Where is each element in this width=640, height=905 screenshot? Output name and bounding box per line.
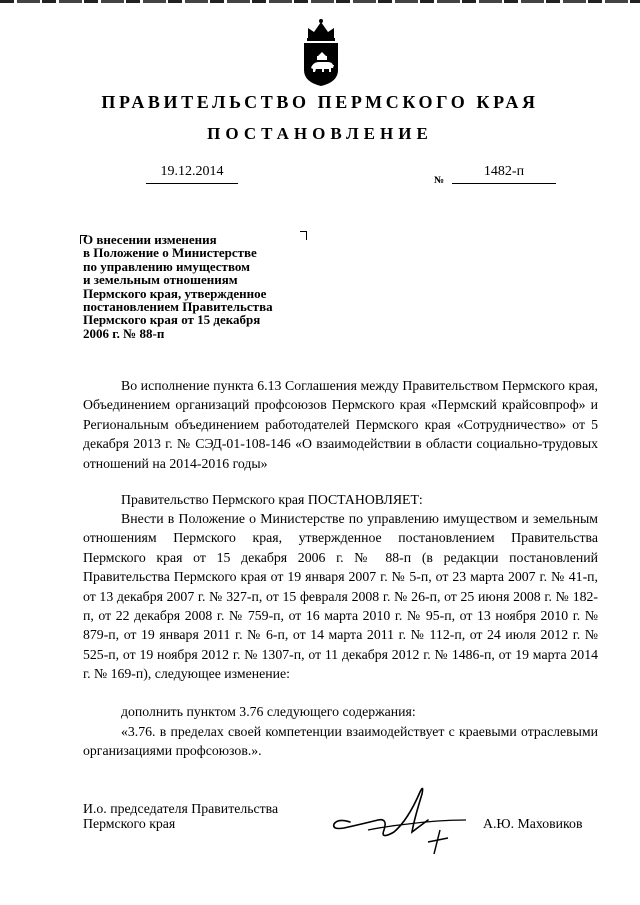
number-sign: №: [434, 175, 445, 186]
resolution-statement: Правительство Пермского края ПОСТАНОВЛЯЕТ:: [121, 492, 423, 507]
subject-line: по управлению имуществом: [83, 258, 250, 274]
subject-line: 2006 г. № 88-п: [83, 325, 165, 341]
document-subject: [83, 233, 323, 340]
amendment-paragraph: Внести в Положение о Министерстве по управлению имуществом и земельным отношениям Пермского края, утвержденное постановлением Правительства Пермского края от 15 декабря 2006 г. № 88-п (в редакции постановлений Правительства Пермского края от 19 января 2007 г. № 5-п, от 23 марта 2007 г. № 41-п, от 13 декабря 2007 г. № 327-п, от 15 февраля 2008 г. № 26-п, от 25 июня 2008 г. № 182-п, от 22 декабря 2008 г. № 759-п, от 16 марта 2010 г. № 95-п, от 13 ноября 2010 г. № 879-п, от 19 января 2011 г. № 6-п, от 14 марта 2011 г. № 112-п, от 24 июля 2012 г. № 525-п, от 19 ноября 2012 г. № 1307-п, от 11 декабря 2012 г. № 1486-п, от 19 марта 2014 г. № 169-п), следующее изменение:: [83, 511, 598, 682]
new-clause-text: «3.76. в пределах своей компетенции взаимодействует с краевыми отраслевыми организациями профсоюзов.».: [83, 724, 598, 759]
document-number: 1482-п: [452, 164, 556, 184]
subject-line: О внесении изменения: [83, 232, 217, 247]
amendment-instruction: дополнить пунктом 3.76 следующего содержания:: [121, 704, 416, 719]
signatory-title: [83, 801, 278, 831]
subject-line: постановлением Правительства: [83, 299, 273, 315]
handwritten-signature-icon: [328, 780, 473, 860]
subject-line: и земельным отношениям: [83, 272, 238, 288]
signatory-title-line: Пермского края: [83, 816, 176, 831]
subject-line: Пермского края от 15 декабря: [83, 312, 261, 328]
signatory-title-line: И.о. председателя Правительства: [83, 801, 279, 816]
subject-line: в Положение о Министерстве: [83, 245, 257, 261]
document-type: ПОСТАНОВЛЕНИЕ: [207, 124, 433, 143]
coat-of-arms-icon: [300, 18, 342, 88]
signatory-name: А.Ю. Маховиков: [483, 816, 583, 831]
organization-name: ПРАВИТЕЛЬСТВО ПЕРМСКОГО КРАЯ: [101, 92, 539, 112]
document-date: 19.12.2014: [146, 164, 238, 184]
subject-line: Пермского края, утвержденное: [83, 285, 267, 301]
preamble-paragraph: Во исполнение пункта 6.13 Соглашения между Правительством Пермского края, Объединением организаций профсоюзов Пермского края «Пермский крайсовпроф» и Региональным объединением работодателей Пермского края «Сотрудничество» от 5 декабря 2013 г. № СЭД-01-108-146 «О взаимодействии в области социально-трудовых отношений на 2014-2016 годы»: [83, 378, 598, 471]
top-border-line: [0, 0, 640, 3]
